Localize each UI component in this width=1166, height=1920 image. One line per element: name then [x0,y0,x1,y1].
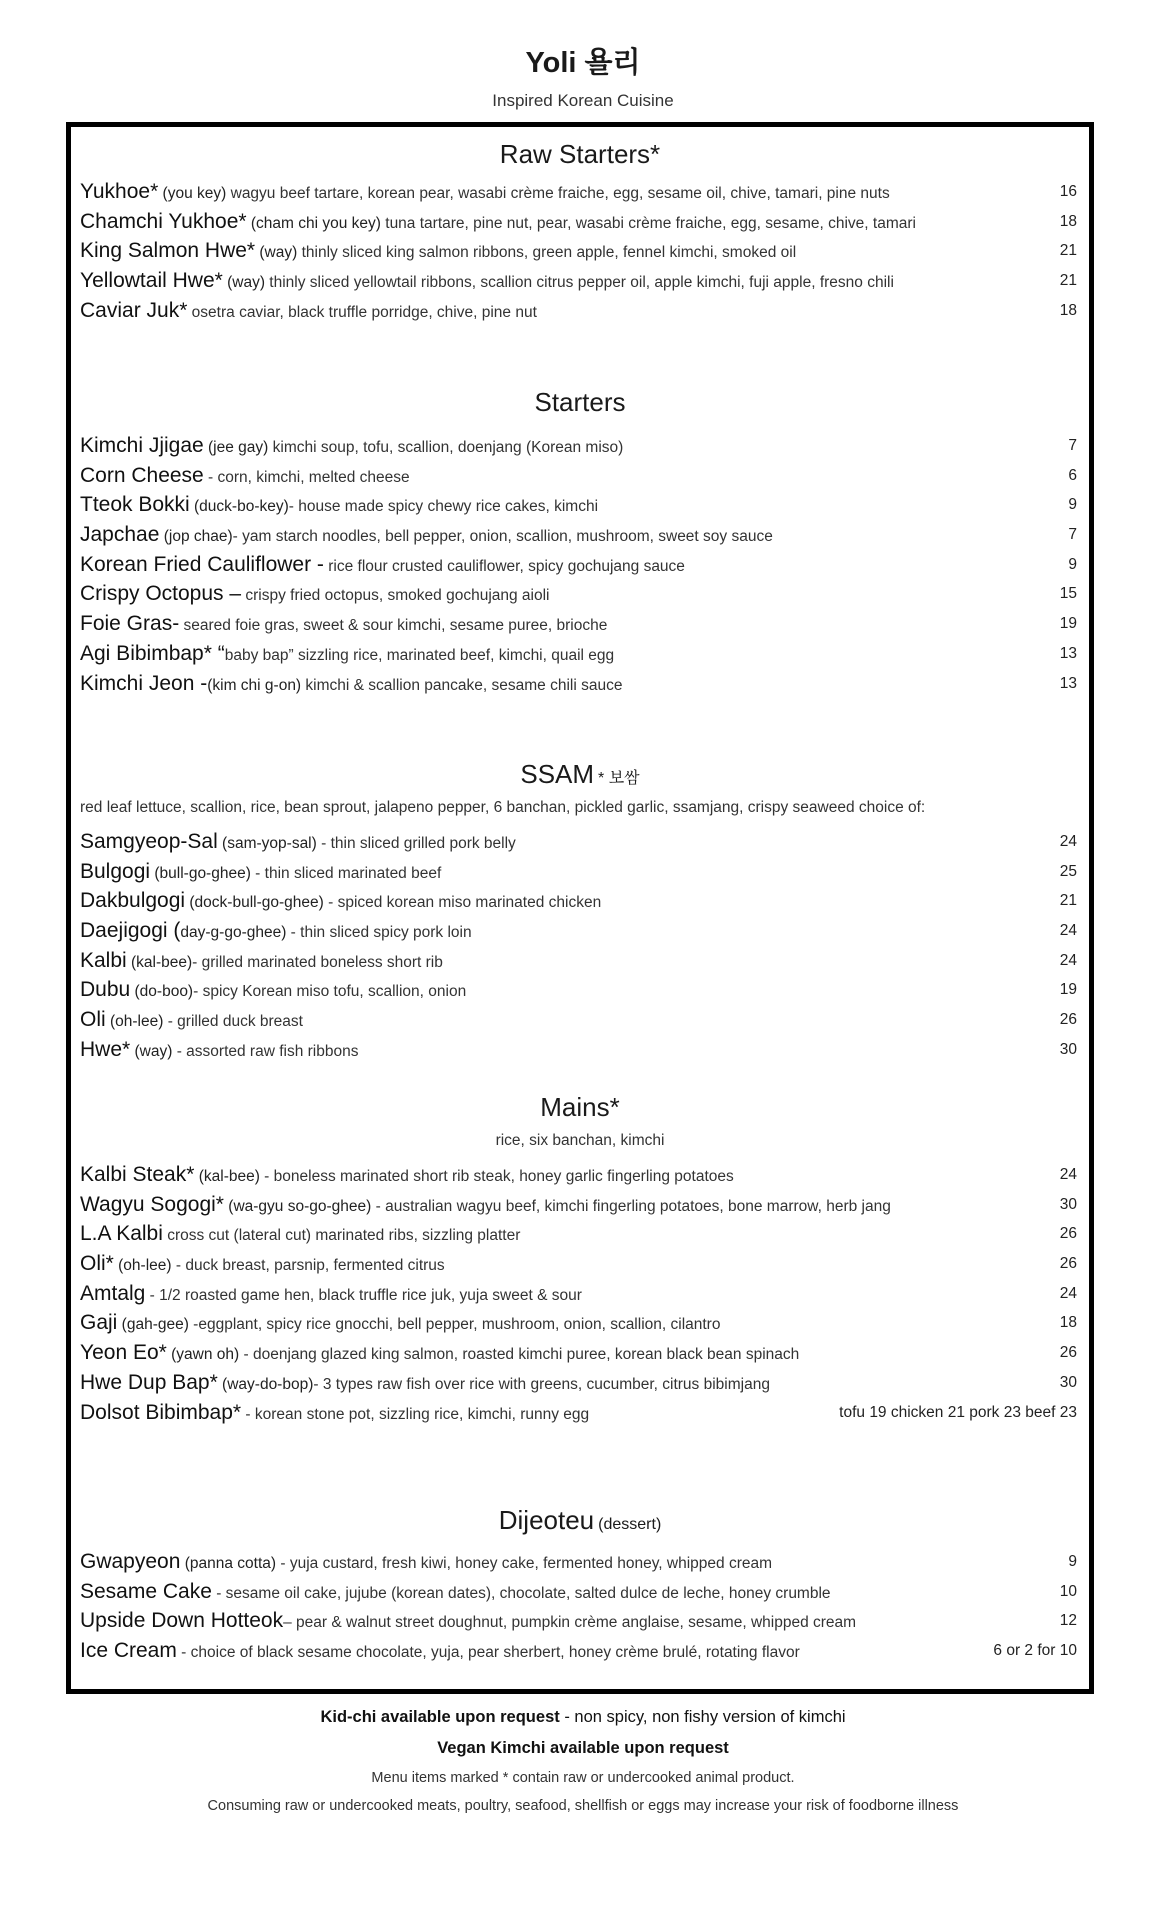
item-description: - spicy Korean miso tofu, scallion, onion [193,983,467,1001]
item-price: 18 [1059,1314,1077,1332]
item-pronunciation: (oh-lee) [113,1257,172,1275]
item-description: cross cut (lateral cut) marinated ribs, sizzling platter [162,1227,521,1245]
item-price: 30 [1059,1373,1077,1391]
item-pronunciation: (way) [222,274,265,292]
item-price: 15 [1059,585,1077,603]
item-price: 24 [1059,833,1077,850]
item-price: 13 [1059,644,1077,662]
item-price: 25 [1059,862,1077,880]
restaurant-tagline: Inspired Korean Cuisine [492,91,674,110]
item-name: Gwapyeon [80,1550,181,1573]
item-price: 9 [1068,1553,1077,1570]
section-title-korean: * 보쌈 [598,770,640,787]
item-name: Hwe* [80,1037,131,1061]
item-pronunciation: (dock-bull-go-ghee) [185,894,324,912]
item-price: 30 [1059,1195,1077,1213]
item-description: - 3 types raw fish over rice with greens, cucumber, citrus bibimjang [313,1375,770,1393]
item-name: Yellowtail Hwe* [80,269,223,293]
item-price: 26 [1059,1011,1077,1029]
item-name: Dubu [80,978,131,1002]
item-price: 12 [1059,1612,1077,1630]
item-description: - spiced korean miso marinated chicken [323,894,602,912]
item-list [71,1160,1089,1427]
item-description: - korean stone pot, sizzling rice, kimchi, runny egg [241,1405,590,1423]
item-name: Agi Bibimbap* “ [80,641,225,665]
section-title-main: Dijeoteu [498,1505,595,1535]
item-name: Foie Gras- [80,612,180,636]
item-description: tuna tartare, pine nut, pear, wasabi crème fraiche, egg, sesame, chive, tamari [380,214,916,232]
item-name: Gaji [80,1311,118,1335]
menu-item [71,827,1089,857]
item-price: 26 [1059,1344,1077,1362]
item-name: Amtalg [80,1281,146,1305]
item-price: 9 [1068,555,1077,573]
item-name: Kimchi Jjigae [80,434,204,457]
menu-item [71,1035,1089,1065]
item-description: - sesame oil cake, jujube (korean dates), chocolate, salted dulce de leche, honey crumble [211,1584,831,1602]
section-title [71,1505,1089,1535]
item-price: 10 [1059,1582,1077,1600]
item-price: 19 [1059,615,1077,633]
item-description: baby bap” sizzling rice, marinated beef, kimchi, quail egg [224,646,615,664]
item-price: 26 [1059,1255,1077,1273]
section-title-main: SSAM [520,759,595,789]
section-raw-starters [71,139,1089,325]
menu-item [71,1005,1089,1035]
item-price: 19 [1059,981,1077,999]
foodborne-warning: Consuming raw or undercooked meats, poultry, seafood, shellfish or eggs may increase your risk of foodborne illness [207,1798,959,1814]
menu-item [71,207,1089,237]
item-pronunciation: (do-boo) [130,983,194,1001]
kidchi-note-rest: - non spicy, non fishy version of kimchi [559,1708,846,1726]
section-note: rice, six banchan, kimchi [495,1132,665,1149]
section-title [71,759,1089,789]
kidchi-note-bold: Kid-chi available upon request [320,1708,560,1726]
item-name: Korean Fried Cauliflower - [80,552,324,576]
item-description: - thin sliced spicy pork loin [286,924,472,942]
section-title: Starters [534,387,626,417]
item-description: - doenjang glazed king salmon, roasted kimchi puree, korean black bean spinach [239,1346,800,1364]
item-price: 6 or 2 for 10 [993,1642,1077,1660]
menu-item [71,1279,1089,1309]
menu-item [71,579,1089,609]
section-ssam [71,759,1089,1065]
item-pronunciation: (way-do-bop) [217,1375,314,1393]
menu-frame [66,122,1094,1694]
section-title: Raw Starters* [499,139,661,169]
item-name: Tteok Bokki [80,493,190,517]
item-price: 24 [1059,1166,1077,1183]
item-pronunciation: (you key) [158,185,227,202]
menu-item [71,609,1089,639]
item-pronunciation: (kal-bee) [194,1168,260,1185]
menu-header [0,40,1166,111]
item-name: Hwe Dup Bap* [80,1370,218,1394]
item-name: Samgyeop-Sal [80,830,218,853]
item-pronunciation: (way) [130,1042,173,1060]
menu-footer [0,1708,1166,1814]
item-description: - 1/2 roasted game hen, black truffle rice juk, yuja sweet & sour [145,1286,582,1304]
menu-item [71,669,1089,699]
item-price: tofu 19 chicken 21 pork 23 beef 23 [839,1403,1077,1421]
item-price: 21 [1059,272,1077,290]
item-description: - australian wagyu beef, kimchi fingerling potatoes, bone marrow, herb jang [371,1197,891,1215]
menu-item [71,946,1089,976]
menu-item [71,266,1089,296]
menu-item [71,461,1089,491]
restaurant-name: Yoli 욜리 [525,47,641,79]
menu-item [71,1368,1089,1398]
vegan-kimchi-note: Vegan Kimchi available upon request [437,1739,729,1757]
item-price: 9 [1068,496,1077,514]
item-description: thinly sliced yellowtail ribbons, scallion citrus pepper oil, apple kimchi, fuji apple, fresno chili [265,274,894,292]
menu-item [71,520,1089,550]
section-title-sub: (dessert) [598,1516,662,1533]
item-name: Ice Cream [80,1639,177,1663]
item-name: Kalbi Steak* [80,1163,195,1186]
item-name: Dakbulgogi [80,889,186,913]
menu-item [71,639,1089,669]
item-pronunciation: (kim chi g-on) [207,676,302,694]
item-description: kimchi & scallion pancake, sesame chili sauce [301,676,623,694]
item-description: - grilled duck breast [163,1013,303,1031]
item-price: 24 [1059,922,1077,940]
raw-items-note: Menu items marked * contain raw or undercooked animal product. [371,1770,795,1786]
menu-item [71,1398,1089,1428]
item-name: Daejigogi ( [80,919,181,943]
item-price: 30 [1059,1040,1077,1058]
menu-item [71,1308,1089,1338]
item-description: - thin sliced grilled pork belly [316,835,516,852]
item-price: 18 [1059,301,1077,319]
section-title: Mains* [540,1092,620,1122]
item-name: Caviar Juk* [80,298,188,322]
item-price: 26 [1059,1225,1077,1243]
item-pronunciation: (bull-go-ghee) [150,864,251,882]
item-name: Oli* [80,1252,114,1276]
item-name: Kalbi [80,948,127,972]
item-pronunciation: (jop chae) [159,528,233,546]
item-name: L.A Kalbi [80,1222,163,1246]
menu-item [71,975,1089,1005]
item-name: Chamchi Yukhoe* [80,209,247,233]
item-price: 24 [1059,951,1077,969]
item-name: Japchae [80,523,160,547]
section-starters [71,387,1089,698]
item-description: seared foie gras, sweet & sour kimchi, sesame puree, brioche [179,617,608,635]
section-note: red leaf lettuce, scallion, rice, bean sprout, jalapeno pepper, 6 banchan, pickled garlic, ssamjang, crispy seaweed choice of: [80,799,926,816]
item-pronunciation: (gah-gee) [117,1316,189,1334]
item-price: 6 [1068,466,1077,484]
item-description: - house made spicy chewy rice cakes, kimchi [288,498,599,516]
item-price: 7 [1068,526,1077,544]
item-description: - boneless marinated short rib steak, honey garlic fingerling potatoes [259,1168,734,1185]
kidchi-note [0,1708,1166,1727]
item-price: 13 [1059,674,1077,692]
menu-item [71,916,1089,946]
menu-item [71,1219,1089,1249]
item-price: 21 [1059,242,1077,260]
item-list [71,1547,1089,1666]
item-pronunciation: (yawn oh) [166,1346,240,1364]
item-pronunciation: day-g-go-ghee) [180,924,287,942]
menu-item [71,550,1089,580]
item-name: Wagyu Sogogi* [80,1192,224,1216]
item-description: – pear & walnut street doughnut, pumpkin crème anglaise, sesame, whipped cream [283,1614,857,1632]
menu-item [71,1547,1089,1577]
section-mains [71,1092,1089,1427]
item-description: - yam starch noodles, bell pepper, onion, scallion, mushroom, sweet soy sauce [232,528,773,546]
item-description: - corn, kimchi, melted cheese [203,468,410,486]
menu-item [71,857,1089,887]
item-description: wagyu beef tartare, korean pear, wasabi crème fraiche, egg, sesame oil, chive, tamari, pine nuts [226,185,890,202]
item-description: crispy fried octopus, smoked gochujang aioli [241,587,550,605]
item-name: Dolsot Bibimbap* [80,1400,242,1424]
item-description: - assorted raw fish ribbons [172,1042,359,1060]
item-name: Yukhoe* [80,180,159,203]
menu-item [71,1338,1089,1368]
item-name: Crispy Octopus – [80,582,242,606]
item-name: Yeon Eo* [80,1341,167,1365]
item-price: 16 [1059,183,1077,200]
item-description: - thin sliced marinated beef [250,864,442,882]
item-price: 18 [1059,212,1077,230]
item-description: kimchi soup, tofu, scallion, doenjang (Korean miso) [268,439,624,456]
menu-item [71,236,1089,266]
item-list [71,431,1089,698]
item-description: -eggplant, spicy rice gnocchi, bell pepper, mushroom, onion, scallion, cilantro [188,1316,721,1334]
item-price: 21 [1059,892,1077,910]
item-description: - grilled marinated boneless short rib [192,953,443,971]
item-pronunciation: (jee gay) [203,439,269,456]
item-description: osetra caviar, black truffle porridge, chive, pine nut [187,303,537,321]
menu-item [71,1190,1089,1220]
item-description: - duck breast, parsnip, fermented citrus [171,1257,445,1275]
menu-item [71,1160,1089,1190]
menu-item [71,1606,1089,1636]
menu-item [71,886,1089,916]
item-list [71,827,1089,1065]
menu-item [71,1636,1089,1666]
section-dessert [71,1505,1089,1666]
item-pronunciation: (kal-bee) [126,953,193,971]
item-name: Corn Cheese [80,463,204,487]
item-description: - choice of black sesame chocolate, yuja, pear sherbert, honey crème brulé, rotating flavor [176,1644,800,1662]
item-price: 7 [1068,437,1077,454]
item-list [71,177,1089,325]
item-name: Sesame Cake [80,1579,212,1603]
item-pronunciation: (wa-gyu so-go-ghee) [223,1197,372,1215]
item-description: - yuja custard, fresh kiwi, honey cake, fermented honey, whipped cream [276,1555,773,1572]
item-name: King Salmon Hwe* [80,239,256,263]
menu-item [71,490,1089,520]
menu-item [71,296,1089,326]
menu-item [71,1249,1089,1279]
menu-item [71,1577,1089,1607]
menu-item [71,431,1089,461]
item-pronunciation: (oh-lee) [105,1013,164,1031]
menu-item [71,177,1089,207]
item-pronunciation: (duck-bo-key) [189,498,289,516]
item-pronunciation: (cham chi you key) [246,214,381,232]
item-pronunciation: (sam-yop-sal) [217,835,317,852]
item-pronunciation: (panna cotta) [180,1555,277,1572]
item-pronunciation: (way) [255,244,298,262]
item-price: 24 [1059,1284,1077,1302]
item-description: rice flour crusted cauliflower, spicy gochujang sauce [323,557,685,575]
item-name: Bulgogi [80,859,151,883]
item-description: thinly sliced king salmon ribbons, green apple, fennel kimchi, smoked oil [297,244,797,262]
item-name: Upside Down Hotteok [80,1609,284,1633]
item-name: Kimchi Jeon - [80,671,208,695]
item-name: Oli [80,1008,106,1032]
